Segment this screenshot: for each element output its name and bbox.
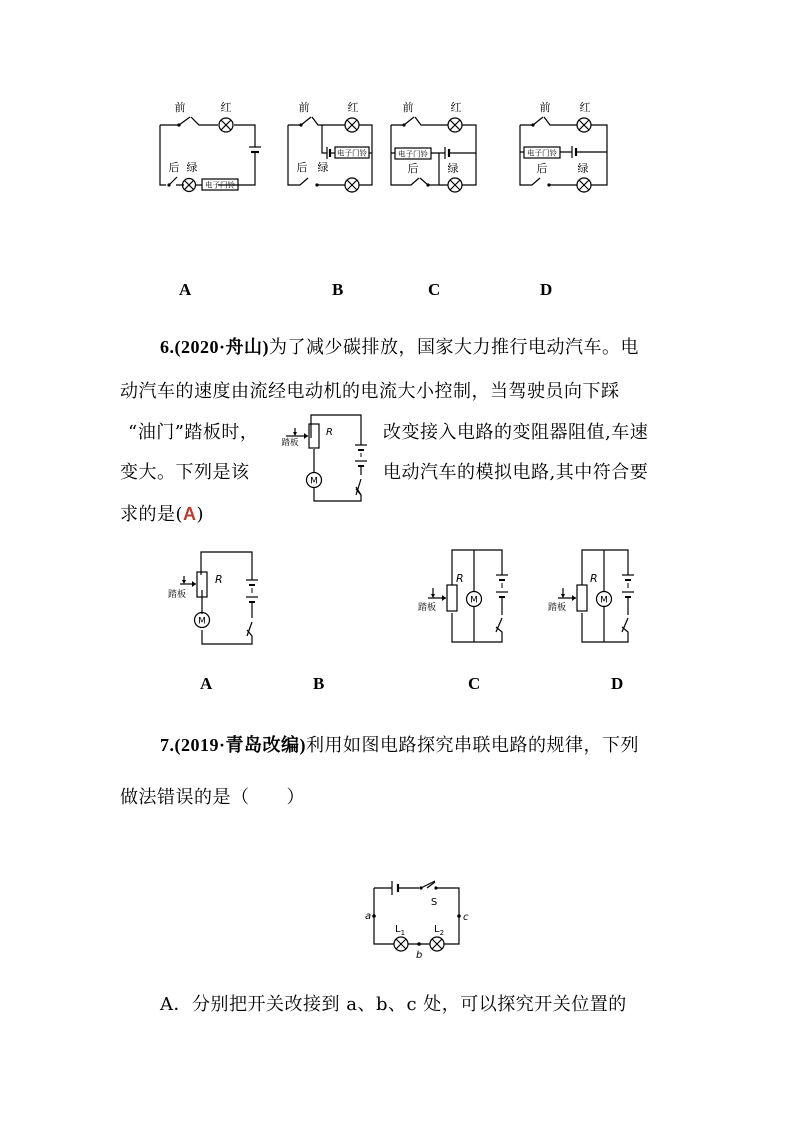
green-label: 绿: [447, 162, 459, 175]
resistor-label: R: [590, 572, 598, 585]
q6-line-1: [160, 333, 639, 359]
back-label: 后: [536, 162, 548, 175]
q6-number: 6.: [160, 337, 175, 357]
q6-circuit-c: [410, 540, 520, 650]
green-label: 绿: [186, 161, 198, 174]
bell-label: 电子门铃: [398, 149, 428, 159]
q7-line-2: 做法错误的是（ ）: [120, 787, 305, 808]
q6-option-a: A: [200, 674, 213, 693]
q6-line-3b: 改变接入电路的变阻器阻值,车速: [383, 422, 649, 443]
q5-option-a: A: [179, 280, 192, 299]
red-label: 红: [450, 101, 462, 114]
point-a-label: a: [365, 911, 372, 922]
q6-line-3a: “油门”踏板时，: [128, 422, 259, 443]
q7-circuit: [355, 870, 475, 970]
q5-circuit-d: [512, 95, 617, 205]
green-label: 绿: [317, 161, 329, 174]
q5-circuit-c: [383, 95, 483, 205]
bell-label: 电子门铃: [205, 180, 235, 190]
q5-circuit-b: [280, 95, 380, 205]
switch-label: S: [430, 897, 438, 908]
q6-source: (2020·舟山): [174, 337, 269, 357]
q5-option-b: B: [332, 280, 344, 299]
q7-line-1: [160, 731, 639, 757]
q6-answer: A: [183, 504, 197, 524]
q6-line-5: [120, 500, 204, 526]
bell-label: 电子门铃: [527, 148, 557, 158]
point-b-label: b: [416, 950, 423, 961]
q6-text-5a: 求的是(: [120, 504, 184, 525]
q6-line-2: 动汽车的速度由流经电动机的电流大小控制，当驾驶员向下踩: [120, 381, 620, 402]
q5-option-c: C: [428, 280, 441, 299]
q6-option-b: B: [313, 674, 325, 693]
motor-label: M: [470, 595, 478, 606]
red-label: 红: [347, 101, 359, 114]
q7-number: 7.: [160, 735, 175, 755]
green-label: 绿: [577, 162, 589, 175]
q6-option-d: D: [611, 674, 624, 693]
q6-text-5b: ): [196, 504, 205, 525]
resistor-label: R: [326, 427, 333, 438]
back-label: 后: [168, 161, 180, 174]
motor-label: M: [198, 616, 206, 627]
q6-circuit-a: [160, 540, 270, 655]
resistor-label: R: [215, 573, 223, 586]
red-label: 红: [220, 101, 232, 114]
front-label: 前: [298, 101, 310, 114]
q5-option-d: D: [540, 280, 553, 299]
l2-label: $L_2$: [434, 924, 445, 937]
q6-text-1: 为了减少碳排放，国家大力推行电动汽车。电: [269, 337, 639, 358]
front-label: 前: [174, 101, 186, 114]
q5-circuit-a: [150, 95, 265, 205]
q7-source: (2019·青岛改编): [174, 735, 306, 755]
q6-option-c: C: [468, 674, 481, 693]
q6-main-circuit: [276, 405, 376, 505]
pedal-label: 踏板: [281, 438, 299, 448]
q7-option-a: A．分别把开关改接到 a、b、c 处，可以探究开关位置的: [160, 994, 627, 1015]
q6-line-4b: 电动汽车的模拟电路,其中符合要: [383, 462, 649, 483]
back-label: 后: [407, 162, 419, 175]
q6-line-4a: 变大。下列是该: [120, 462, 250, 483]
q6-circuit-d: [540, 540, 650, 650]
resistor-label: R: [456, 572, 464, 585]
l1-label: $L_1$: [395, 924, 406, 937]
motor-label: M: [310, 476, 318, 487]
pedal-label: 踏板: [547, 603, 567, 613]
back-label: 后: [296, 161, 308, 174]
front-label: 前: [539, 101, 551, 114]
bell-label: 电子门铃: [337, 148, 367, 158]
red-label: 红: [579, 101, 591, 114]
q7-text-1: 利用如图电路探究串联电路的规律，下列: [306, 735, 639, 756]
front-label: 前: [402, 101, 414, 114]
point-c-label: c: [463, 912, 469, 923]
pedal-label: 踏板: [417, 603, 437, 613]
motor-label: M: [600, 595, 608, 606]
pedal-label: 踏板: [167, 590, 187, 600]
